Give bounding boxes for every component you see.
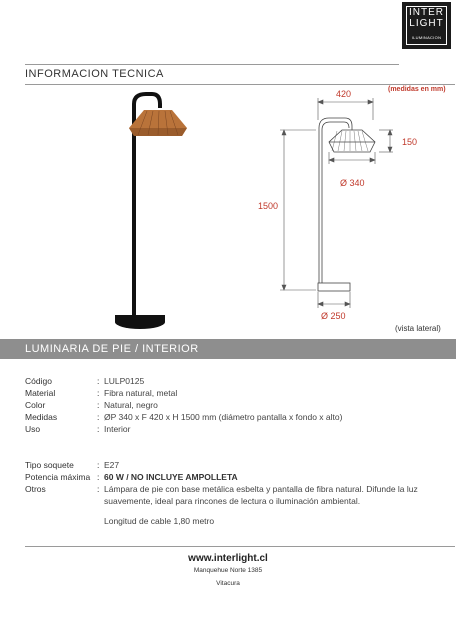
technical-drawing <box>270 90 395 325</box>
drawing-shade-icon <box>329 130 375 152</box>
drawing-base-icon <box>318 283 350 291</box>
spec-table <box>25 375 439 527</box>
spec-key: Color <box>25 400 46 410</box>
logo-line-1: INTER <box>409 7 444 18</box>
spec-row-socket: Tipo soquete : E27 <box>25 459 439 471</box>
dim-shade-height: 150 <box>402 137 418 147</box>
dim-base-diameter: Ø 250 <box>321 311 346 321</box>
spec-key: Medidas <box>25 412 58 422</box>
spec-row-other: Otros : Lámpara de pie con base metálica esbelta y pantalla de fibra natural. Difunde la luz suavemente, ideal para rincones de lectura o iluminación ambiental. <box>25 483 439 507</box>
spec-value: Natural, negro <box>104 400 158 410</box>
view-caption: (vista lateral) <box>395 324 441 333</box>
product-photo <box>110 90 195 335</box>
logo-line-2: LIGHT <box>409 18 444 29</box>
spec-row-dimensions: Medidas : ØP 340 x F 420 x H 1500 mm (diámetro pantalla x fondo x alto) <box>25 411 439 423</box>
city-text: Vitacura <box>216 580 240 587</box>
footer-rule <box>25 546 455 547</box>
spec-key: Código <box>25 376 52 386</box>
spec-row-use: Uso : Interior <box>25 423 439 435</box>
dim-height: 1500 <box>258 201 279 211</box>
spec-key: Potencia máxima <box>25 472 91 482</box>
cable-note: Longitud de cable 1,80 metro <box>104 516 215 526</box>
spec-row-code: Código : LULP0125 <box>25 375 439 387</box>
spec-key: Material <box>25 388 56 398</box>
category-band <box>0 339 456 359</box>
spec-row-color: Color : Natural, negro <box>25 399 439 411</box>
spec-row-power: Potencia máxima : 60 W / NO INCLUYE AMPOLLETA <box>25 471 439 483</box>
logo-line-3: ILUMINACION <box>411 35 442 40</box>
spec-value: E27 <box>104 460 120 470</box>
section-title: INFORMACION TECNICA <box>25 68 164 80</box>
spec-key: Uso <box>25 424 41 434</box>
category-title: LUMINARIA DE PIE / INTERIOR <box>25 343 199 355</box>
spec-row-cable <box>25 515 439 527</box>
spec-value: 60 W / NO INCLUYE AMPOLLETA <box>104 472 238 482</box>
header-top-rule <box>25 64 399 65</box>
spec-value: LULP0125 <box>104 376 145 386</box>
spec-key: Otros <box>25 484 46 494</box>
spec-row-material: Material : Fibra natural, metal <box>25 387 439 399</box>
brand-logo <box>402 2 451 49</box>
spec-value: Lámpara de pie con base metálica esbelta y pantalla de fibra natural. Difunde la luz suavemente, ideal para rincones de lectura o iluminación ambiental. <box>104 484 418 506</box>
spec-value: Interior <box>104 424 131 434</box>
website-link[interactable]: www.interlight.cl <box>188 553 268 564</box>
spec-value: Fibra natural, metal <box>104 388 178 398</box>
address-text: Manquehue Norte 1385 <box>193 567 263 574</box>
spec-value: ØP 340 x F 420 x H 1500 mm (diámetro pantalla x fondo x alto) <box>104 412 343 422</box>
dim-shade-diameter: Ø 340 <box>340 178 365 188</box>
header-bottom-rule <box>25 84 455 85</box>
dim-width: 420 <box>336 89 352 99</box>
units-note: (medidas en mm) <box>388 86 446 93</box>
spec-key: Tipo soquete <box>25 460 74 470</box>
